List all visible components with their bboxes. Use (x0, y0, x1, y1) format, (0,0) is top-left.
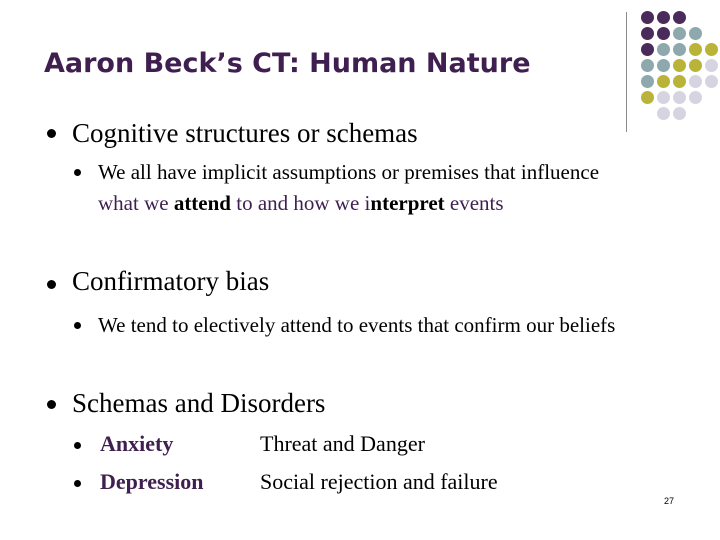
bullet-dot (47, 400, 56, 409)
text-run: We all have implicit assumptions or premises that influence (98, 160, 600, 184)
sub-bullet-electively-attend: We tend to electively attend to events that confirm our beliefs (98, 313, 616, 337)
slide-title: Aaron Beck’s CT: Human Nature (44, 48, 531, 79)
dot-teal (641, 75, 654, 88)
title-divider-line (626, 12, 627, 132)
disorder-desc-anxiety: Threat and Danger (260, 431, 425, 456)
page-number: 27 (664, 496, 675, 506)
dot-lavender (673, 91, 686, 104)
dot-purple (641, 43, 654, 56)
text-run-highlight: to and how we i (230, 191, 371, 215)
dot-teal (673, 43, 686, 56)
dot-lavender (673, 107, 686, 120)
dot-teal (689, 27, 702, 40)
bullet-dot (47, 129, 56, 138)
bullet-cognitive-structures: Cognitive structures or schemas (72, 118, 418, 148)
dot-lavender (689, 91, 702, 104)
dot-teal (657, 59, 670, 72)
text-run-bold-interpret: nterpret (370, 191, 445, 215)
dot-lavender (705, 75, 718, 88)
dot-olive (689, 43, 702, 56)
dot-olive (641, 91, 654, 104)
dot-teal (641, 59, 654, 72)
dot-olive (689, 59, 702, 72)
disorder-desc-depression: Social rejection and failure (260, 469, 498, 494)
sub-bullet-dot (74, 480, 81, 487)
bullet-dot (47, 280, 56, 289)
dot-purple (657, 11, 670, 24)
sub-bullet-dot (74, 442, 81, 449)
dot-purple (641, 11, 654, 24)
text-run-highlight: what we (98, 191, 174, 215)
sub-bullet-implicit-assumptions (98, 157, 643, 219)
dot-lavender (705, 59, 718, 72)
disorder-term-depression: Depression (100, 469, 204, 494)
dot-olive (673, 59, 686, 72)
disorder-term-anxiety: Anxiety (100, 431, 174, 456)
dot-olive (705, 43, 718, 56)
dot-purple (673, 11, 686, 24)
dot-lavender (689, 75, 702, 88)
text-run-bold-attend: attend (173, 191, 231, 215)
dot-purple (657, 27, 670, 40)
bullet-confirmatory-bias: Confirmatory bias (72, 266, 270, 296)
sub-bullet-dot (74, 322, 81, 329)
dot-teal (657, 43, 670, 56)
dot-olive (673, 75, 686, 88)
bullet-schemas-and-disorders: Schemas and Disorders (72, 388, 326, 418)
dot-lavender (657, 91, 670, 104)
dot-olive (657, 75, 670, 88)
dot-purple (641, 27, 654, 40)
dot-lavender (657, 107, 670, 120)
sub-bullet-dot (74, 169, 81, 176)
dot-teal (673, 27, 686, 40)
text-run-highlight: events (444, 191, 504, 215)
